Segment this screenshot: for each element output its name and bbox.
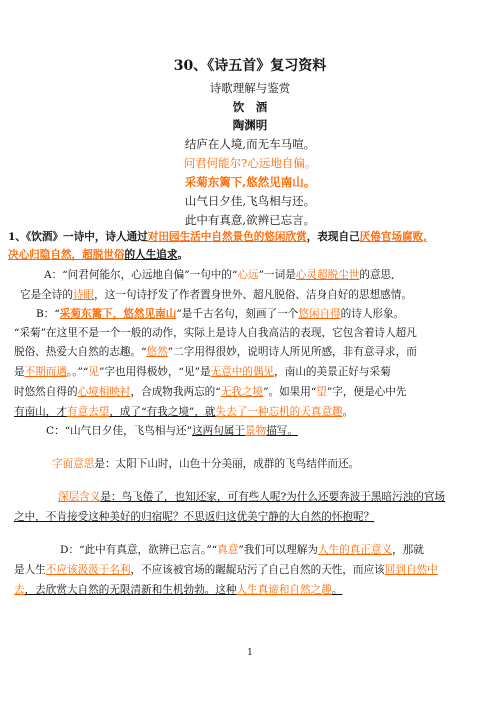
highlight: 心灵超脱尘世 [295,269,360,281]
deep-meaning-line-2: 之中，不肯接受这种美好的归宿呢？不思返归这优美宁静的大自然的怀抱呢？ [14,511,375,523]
highlight: 不期而遇 [24,366,67,378]
highlight: 悠然 [146,346,168,358]
highlight: 心远 [237,269,259,281]
underlined-text: 是：鸟飞倦了，也知还家，可有些人呢?为什么还要奔波于黑暗污浊的官场 [100,491,446,503]
highlight: 真意 [217,544,239,556]
text: 的意思, [359,269,395,281]
highlight: 字面意思 [52,458,95,470]
para-a-line-1 [44,268,494,282]
highlight: 望 [316,386,327,398]
para-c [46,424,494,438]
highlight: 人生真谛和自然之趣 [236,584,332,596]
highlight: 悠闲自得 [298,308,341,320]
text: ”二字用得很妙，说明诗人所见所感，非有意寻求，而 [167,346,417,358]
highlight: 人生的真正意义 [317,544,393,556]
deep-meaning-line-1 [58,490,494,504]
highlight: 有意去望 [66,406,110,418]
text: ，表现自己 [306,231,360,243]
text: 。 [342,406,354,418]
highlight: 决心归隐自然，超脱世俗 [8,249,125,261]
text: 时悠然自得的 [14,386,78,398]
text: C：“山气日夕佳，飞鸟相与还” [46,425,193,437]
underlined-text: 。 [331,584,343,596]
underlined-text: 有南山， [14,406,57,418]
highlight: 回到自然中 [384,564,438,576]
para-1-line-1 [8,230,494,244]
text: ”。如果用“ [263,386,317,398]
text: 1、《饮酒》一诗中，诗人通过 [8,231,148,243]
para-d-line-2 [14,563,494,577]
highlight: 见 [88,366,99,378]
text: D：“此中有真意，欲辨已忘言。”“ [60,544,218,556]
text: ”一词是 [258,269,296,281]
underlined-text: 的人生追求 [124,249,178,261]
text: ”字，便是心中先 [326,386,407,398]
para-b-line-3 [14,345,484,359]
para-a-line-2 [20,288,490,302]
text: 它是全诗的 [20,289,73,301]
para-b-line-6 [14,405,484,419]
highlight: 深层含义 [58,491,101,503]
text: ，不应该被官场的龌龊玷污了自己自然的天性，而应该 [130,564,385,576]
text: B：“ [36,308,60,320]
page-number: 1 [247,648,253,658]
text: ，那就 [392,544,424,556]
para-b-line-2: “采菊”在这里不是一个一般的动作，实际上是诗人自我高洁的表现，它包含着诗人超凡 [14,327,417,339]
highlight: 心境相映衬 [77,386,131,398]
literal-meaning [52,457,494,471]
text: A：“问君何能尔，心远地自偏”一句中的“ [44,269,238,281]
text: ”字也用得极妙，“见”是 [98,366,211,378]
text: ”我们可以理解为 [238,544,318,556]
poem-line-2: 问君何能尔?心远地自偏。 [183,156,317,170]
highlight: 诗眼 [72,289,95,301]
para-b-line-4 [14,365,484,379]
text: 。 [177,249,189,261]
text: 是人生 [14,564,46,576]
underlined-text: 这两句属于 [192,425,246,437]
underlined-text: ，成了“有我之境”，就 [109,406,216,418]
highlight: 厌倦官场腐败, [359,231,427,243]
underlined-text: ，去欣赏大自然的无限清新和生机勃勃。这种 [24,584,237,596]
text: 。。”“ [66,366,89,378]
highlight: 不应该汲汲于名利 [45,564,131,576]
underlined-text: 才 [56,406,67,418]
highlight: 对田园生活中自然景色的悠闲欣赏 [147,231,307,243]
doc-title: 30、《诗五首》复习资料 [173,58,327,74]
highlight: 失去了一种忘机的天真意趣 [215,406,343,418]
poem-line-1: 结庐在人境,而无车马喧。 [184,137,316,151]
text: ，南山的美景正好与采菊 [274,366,391,378]
text: 是：太阳下山时，山色十分美丽，成群的飞鸟结伴而还。 [94,458,360,470]
poem-line-4: 山气日夕佳,飞鸟相与还。 [184,194,316,208]
text: ，合成物我两忘的“ [130,386,221,398]
text: 是 [14,366,25,378]
poem-author: 陶渊明 [232,118,268,132]
underlined-text: 描写。 [266,425,298,437]
para-d-line-3 [14,583,484,597]
highlight: 去 [14,584,25,596]
highlight: 无我之境 [220,386,264,398]
highlight: 采菊东篱下，悠然见南山 [59,308,177,320]
para-b-line-5 [14,385,484,399]
poem-line-3: 采菊东篱下,悠然见南山。 [184,175,316,189]
highlight: 景物 [245,425,267,437]
highlight: 无意中的偶见 [210,366,275,378]
text: 的诗人形象。 [340,308,405,320]
para-d-line-1 [60,543,494,557]
text: 脱俗、热爱大自然的志趣。“ [14,346,147,358]
text: ，这一句诗抒发了作者置身世外、超凡脱俗、洁身自好的思想感情。 [94,289,412,301]
poem-line-5: 此中有真意,欲辨已忘言。 [184,213,316,227]
para-1-line-2 [8,248,478,262]
text: ”是千古名句，刻画了一个 [176,308,299,320]
doc-subtitle: 诗歌理解与鉴赏 [209,81,291,95]
para-b-line-1 [36,307,494,321]
poem-name: 饮 酒 [232,100,268,114]
